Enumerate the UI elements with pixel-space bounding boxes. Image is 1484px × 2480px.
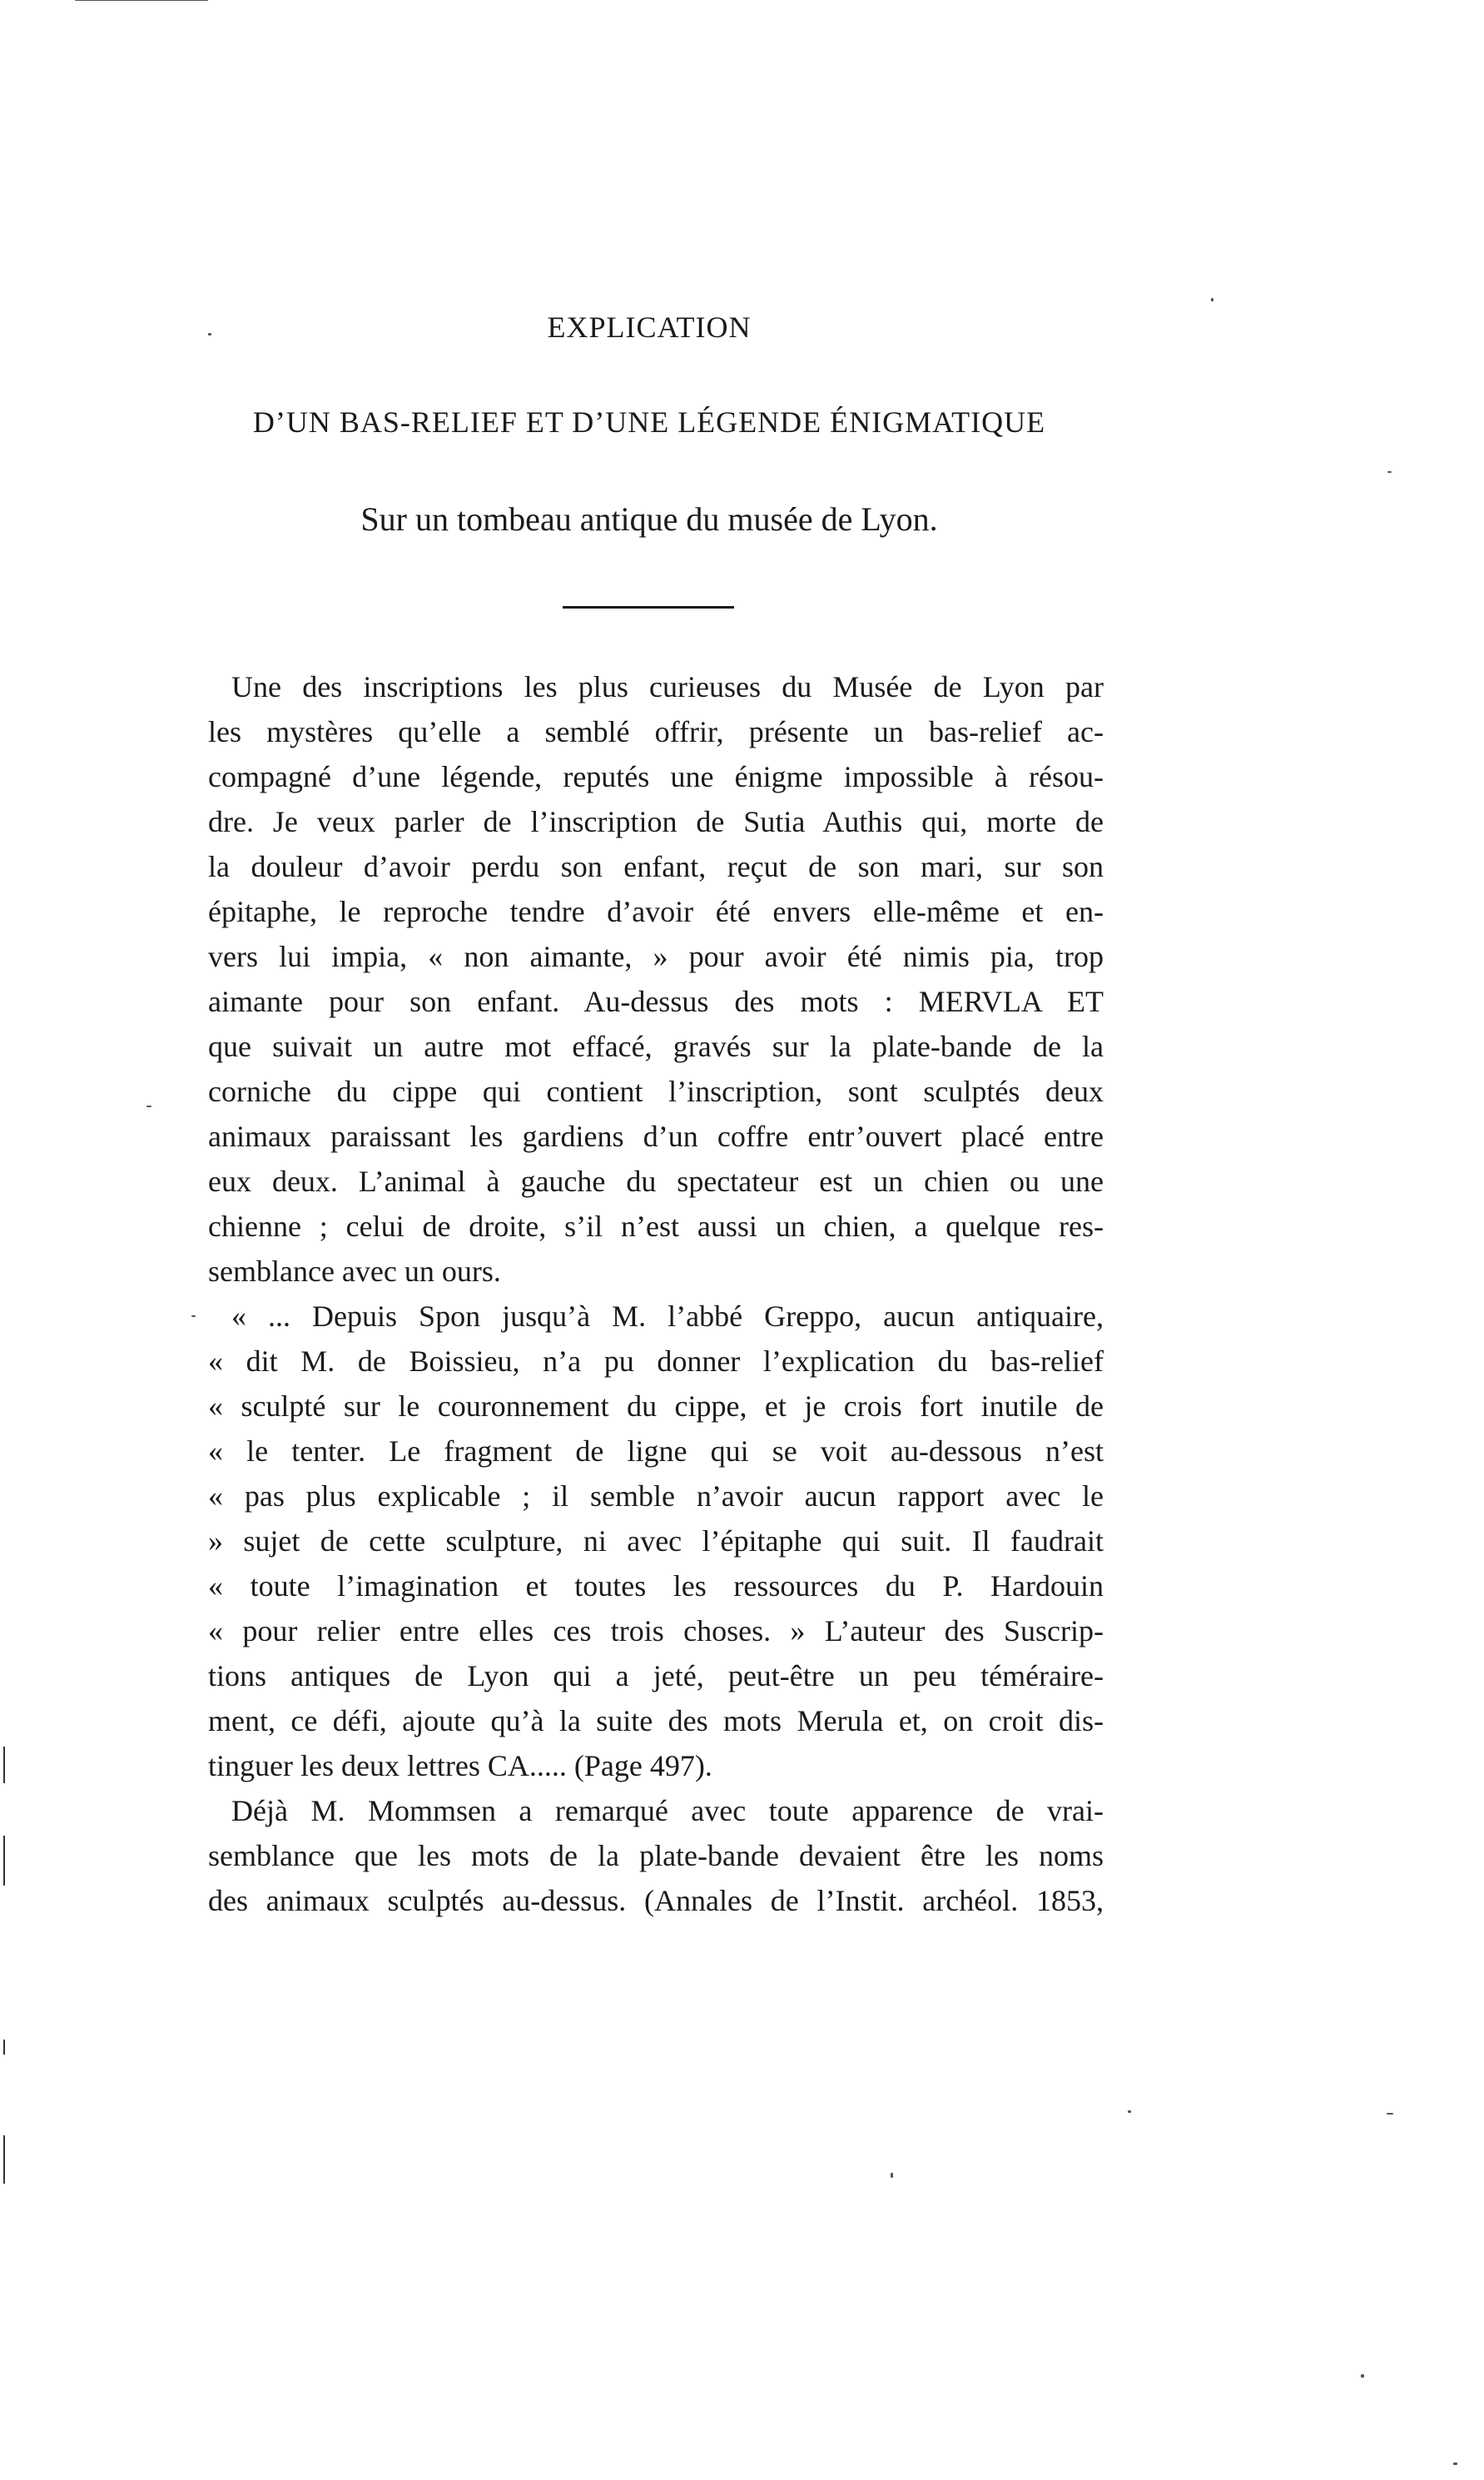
document-heading: D’UN BAS-RELIEF ET D’UNE LÉGENDE ÉNIGMATIQUE: [252, 405, 1046, 439]
text-line: « dit M. de Boissieu, n’a pu donner l’explication du bas-relief: [208, 1344, 1104, 1378]
scan-edge-mark: [3, 1747, 5, 1783]
scan-speck: [891, 2173, 893, 2178]
scan-speck: [1453, 2463, 1457, 2465]
scan-speck: [1211, 298, 1214, 301]
text-line: chienne ; celui de droite, s’il n’est aussi un chien, a quelque res-: [208, 1210, 1104, 1243]
text-line: eux deux. L’animal à gauche du spectateur est un chien ou une: [208, 1165, 1104, 1198]
text-line: épitaphe, le reproche tendre d’avoir été envers elle-même et en-: [208, 895, 1104, 928]
text-line: « pour relier entre elles ces trois choses. » L’auteur des Suscrip-: [208, 1614, 1104, 1648]
text-line: corniche du cippe qui contient l’inscription, sont sculptés deux: [208, 1075, 1104, 1108]
document-subtitle: Sur un tombeau antique du musée de Lyon.: [360, 500, 938, 538]
text-line: des animaux sculptés au-dessus. (Annales de l’Instit. archéol. 1853,: [208, 1884, 1104, 1917]
scan-speck: [1387, 2113, 1393, 2115]
text-line: la douleur d’avoir perdu son enfant, reçut de son mari, sur son: [208, 850, 1104, 883]
text-line: aimante pour son enfant. Au-dessus des mots : MERVLA ET: [208, 985, 1104, 1018]
title-rule: [563, 606, 734, 609]
text-line: tions antiques de Lyon qui a jeté, peut-être un peu téméraire-: [208, 1659, 1104, 1692]
text-line: tinguer les deux lettres CA..... (Page 497).: [208, 1749, 712, 1782]
text-line: « pas plus explicable ; il semble n’avoir aucun rapport avec le: [208, 1479, 1104, 1513]
text-line: semblance que les mots de la plate-bande devaient être les noms: [208, 1839, 1104, 1872]
scan-edge-mark: [3, 2135, 5, 2184]
document-title: EXPLICATION: [547, 311, 752, 344]
text-line: les mystères qu’elle a semblé offrir, présente un bas-relief ac-: [208, 715, 1104, 748]
scan-speck: [208, 333, 211, 335]
text-line: « ... Depuis Spon jusqu’à M. l’abbé Greppo, aucun antiquaire,: [231, 1300, 1104, 1333]
scan-speck: [1387, 471, 1392, 473]
scan-edge-mark: [3, 1836, 5, 1886]
scan-speck: [1361, 2374, 1364, 2378]
text-line: Une des inscriptions les plus curieuses du Musée de Lyon par: [231, 670, 1104, 703]
scan-speck: [146, 1106, 151, 1107]
scan-speck: [191, 1315, 196, 1317]
text-line: « le tenter. Le fragment de ligne qui se voit au-dessous n’est: [208, 1434, 1104, 1468]
text-line: compagné d’une légende, reputés une énigme impossible à résou-: [208, 760, 1104, 793]
text-line: dre. Je veux parler de l’inscription de Sutia Authis qui, morte de: [208, 805, 1104, 838]
body-text: [208, 664, 1104, 1923]
text-line: « toute l’imagination et toutes les ressources du P. Hardouin: [208, 1569, 1104, 1603]
text-line: animaux paraissant les gardiens d’un coffre entr’ouvert placé entre: [208, 1120, 1104, 1153]
scan-speck: [1128, 2110, 1131, 2113]
text-line: « sculpté sur le couronnement du cippe, et je crois fort inutile de: [208, 1389, 1104, 1423]
text-line: Déjà M. Mommsen a remarqué avec toute apparence de vrai-: [231, 1794, 1104, 1827]
scan-speck: [75, 0, 208, 1]
text-line: ment, ce défi, ajoute qu’à la suite des mots Merula et, on croit dis-: [208, 1704, 1104, 1737]
text-line: que suivait un autre mot effacé, gravés sur la plate-bande de la: [208, 1030, 1104, 1063]
text-line: semblance avec un ours.: [208, 1255, 501, 1288]
text-line: vers lui impia, « non aimante, » pour avoir été nimis pia, trop: [208, 940, 1104, 973]
scan-edge-mark: [3, 2040, 5, 2055]
text-line: » sujet de cette sculpture, ni avec l’épitaphe qui suit. Il faudrait: [208, 1524, 1104, 1558]
